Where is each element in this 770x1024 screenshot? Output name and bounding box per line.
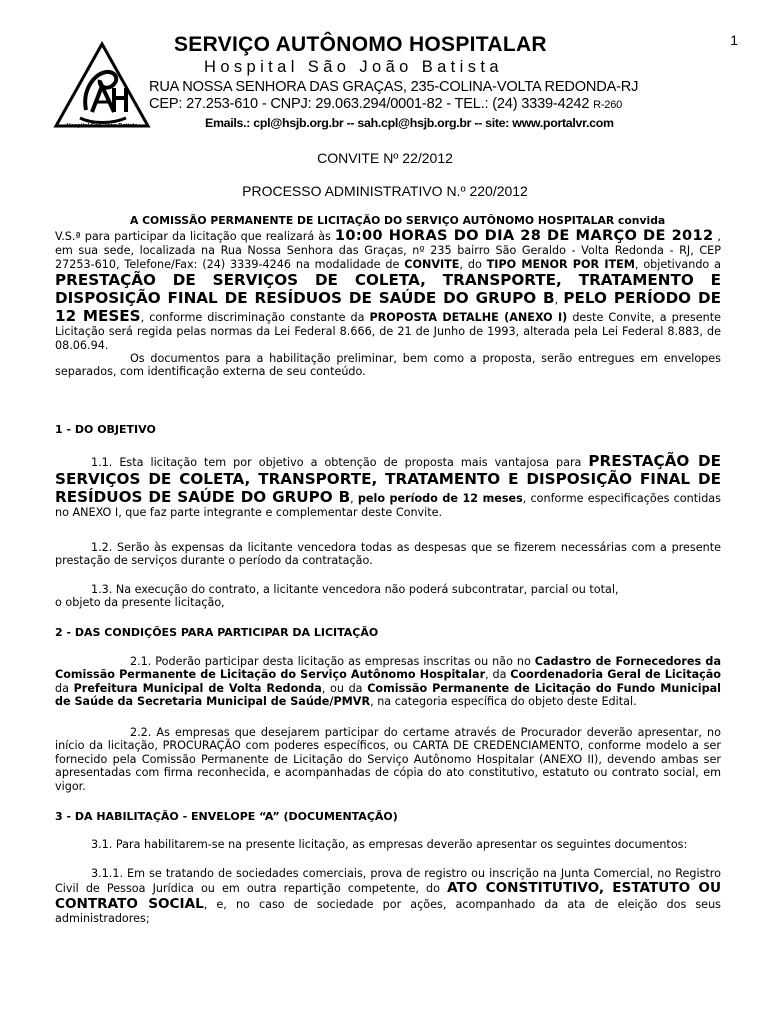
letterhead [52,30,742,138]
org-address: RUA NOSSA SENHORA DAS GRAÇAS, 235-COLINA-VOLTA REDONDA-RJ [149,79,639,95]
section-1-item-1-2: 1.2. Serão às expensas da licitante vencedora todas as despesas que se fizerem necessárias com a presente prestação de serviços durante o período da contratação. [55,541,721,568]
section-2-heading: 2 - DAS CONDIÇÕES PARA PARTICIPAR DA LICITAÇÃO [55,626,379,639]
section-2-item-2-1: 2.1. Poderão participar desta licitação as empresas inscritas ou não no Cadastro de Fornecedores da Comissão Permanente de Licitação do Serviço Autônomo Hospitalar, da Coordenadoria Geral de Licitação da Prefeitura Municipal de Volta Redonda, ou da Comissão Permanente de Licitação do Fundo Municipal de Saúde da Secretaria Municipal de Saúde/PMVR, na categoria específica do objeto deste Edital. [55,655,721,709]
intro-paragraph [55,214,721,379]
intro-body: V.S.ª para participar da licitação que realizará às 10:00 HORAS DO DIA 28 DE MARÇO DE 2012 , em sua sede, localizada na Rua Nossa Senhora das Graças, nº 235 bairro São Geraldo - Volta Redonda - RJ, CEP 27253-610, Telefone/Fax: (24) 3339-4246 na modalidade de CONVITE, do TIPO MENOR POR ITEM, objetivando a PRESTAÇÃO DE SERVIÇOS DE COLETA, TRANSPORTE, TRATAMENTO E DISPOSIÇÃO FINAL DE RESÍDUOS DE SAÚDE DO GRUPO B, PELO PERÍODO DE 12 MESES, conforme discriminação constante da PROPOSTA DETALHE (ANEXO I) deste Convite, a presente Licitação será regida pelas normas da Lei Federal 8.666, de 21 de Junho de 1993, alterada pela Lei Federal 8.883, de 08.06.94. [55,227,722,352]
contact-ramal: R-260 [593,99,623,111]
logo-caption: Hospital São João Batista [66,123,138,129]
processo-title: PROCESSO ADMINISTRATIVO N.º 220/2012 [242,183,528,199]
org-emails: Emails.: cpl@hsjb.org.br -- sah.cpl@hsjb.org.br -- site: www.portalvr.com [205,116,614,130]
org-contact [149,96,622,114]
intro-periodo: PELO PERÍODO DE 12 MESES [55,289,721,326]
convite-title: CONVITE Nº 22/2012 [317,150,453,166]
page-number: 1 [730,32,738,48]
section-3-heading: 3 - DA HABILITAÇÃO - ENVELOPE “A” (DOCUMENTAÇÃO) [55,810,398,823]
section-1-item-1-1: 1.1. Esta licitação tem por objetivo a obtenção de proposta mais vantajosa para PRESTAÇÃO DE SERVIÇOS DE COLETA, TRANSPORTE, TRATAMENTO E DISPOSIÇÃO FINAL DE RESÍDUOS DE SAÚDE DO GRUPO B, pelo período de 12 meses, conforme especificações contidas no ANEXO I, que faz parte integrante e complementar deste Convite. [55,452,721,519]
contact-line: CEP: 27.253-610 - CNPJ: 29.063.294/0001-82 - TEL.: (24) 3339-4242 [149,96,590,112]
section-2-item-2-2: 2.2. As empresas que desejarem participar do certame através de Procurador deverão apresentar, no início da licitação, PROCURAÇÃO com poderes específicos, ou CARTA DE CREDENCIAMENTO, conforme modelo a ser fornecido pela Comissão Permanente de Licitação do Serviço Autônomo Hospitalar (ANEXO II), devendo ambas ser apresentadas com firma reconhecida, e acompanhadas de cópia do ato constitutivo, estatuto ou contrato social, em vigor. [55,726,721,793]
org-subtitle: Hospital São João Batista [204,58,503,76]
intro-paragraph-2: Os documentos para a habilitação preliminar, bem como a proposta, serão entregues em envelopes separados, com identificação externa de seu conteúdo. [55,352,721,379]
org-title: SERVIÇO AUTÔNOMO HOSPITALAR [174,33,547,56]
section-1-item-1-3: 1.3. Na execução do contrato, a licitante vencedora não poderá subcontratar, parcial ou total, o objeto da presente licitação, [55,583,619,610]
section-3-item-3-1: 3.1. Para habilitarem-se na presente licitação, as empresas deverão apresentar os seguintes documentos: [91,838,688,851]
intro-objeto: PRESTAÇÃO DE SERVIÇOS DE COLETA, TRANSPORTE, TRATAMENTO E DISPOSIÇÃO FINAL DE RESÍDUOS DE SAÚDE DO GRUPO B [55,271,721,308]
intro-line-1: A COMISSÃO PERMANENTE DE LICITAÇÃO DO SERVIÇO AUTÔNOMO HOSPITALAR convida [130,214,666,227]
intro-datetime: 10:00 HORAS DO DIA 28 DE MARÇO DE 2012 [334,227,714,245]
section-1-heading: 1 - DO OBJETIVO [55,423,156,436]
section-3-item-3-1-1: 3.1.1. Em se tratando de sociedades comerciais, prova de registro ou inscrição na Junta Comercial, no Registro Civil de Pessoa Jurídica ou em outra repartição competente, do ATO CONSTITUTIVO, ESTATUTO OU CONTRATO SOCIAL, e, no caso de sociedade por ações, acompanhado da ata de eleição dos seus administradores; [55,867,722,926]
